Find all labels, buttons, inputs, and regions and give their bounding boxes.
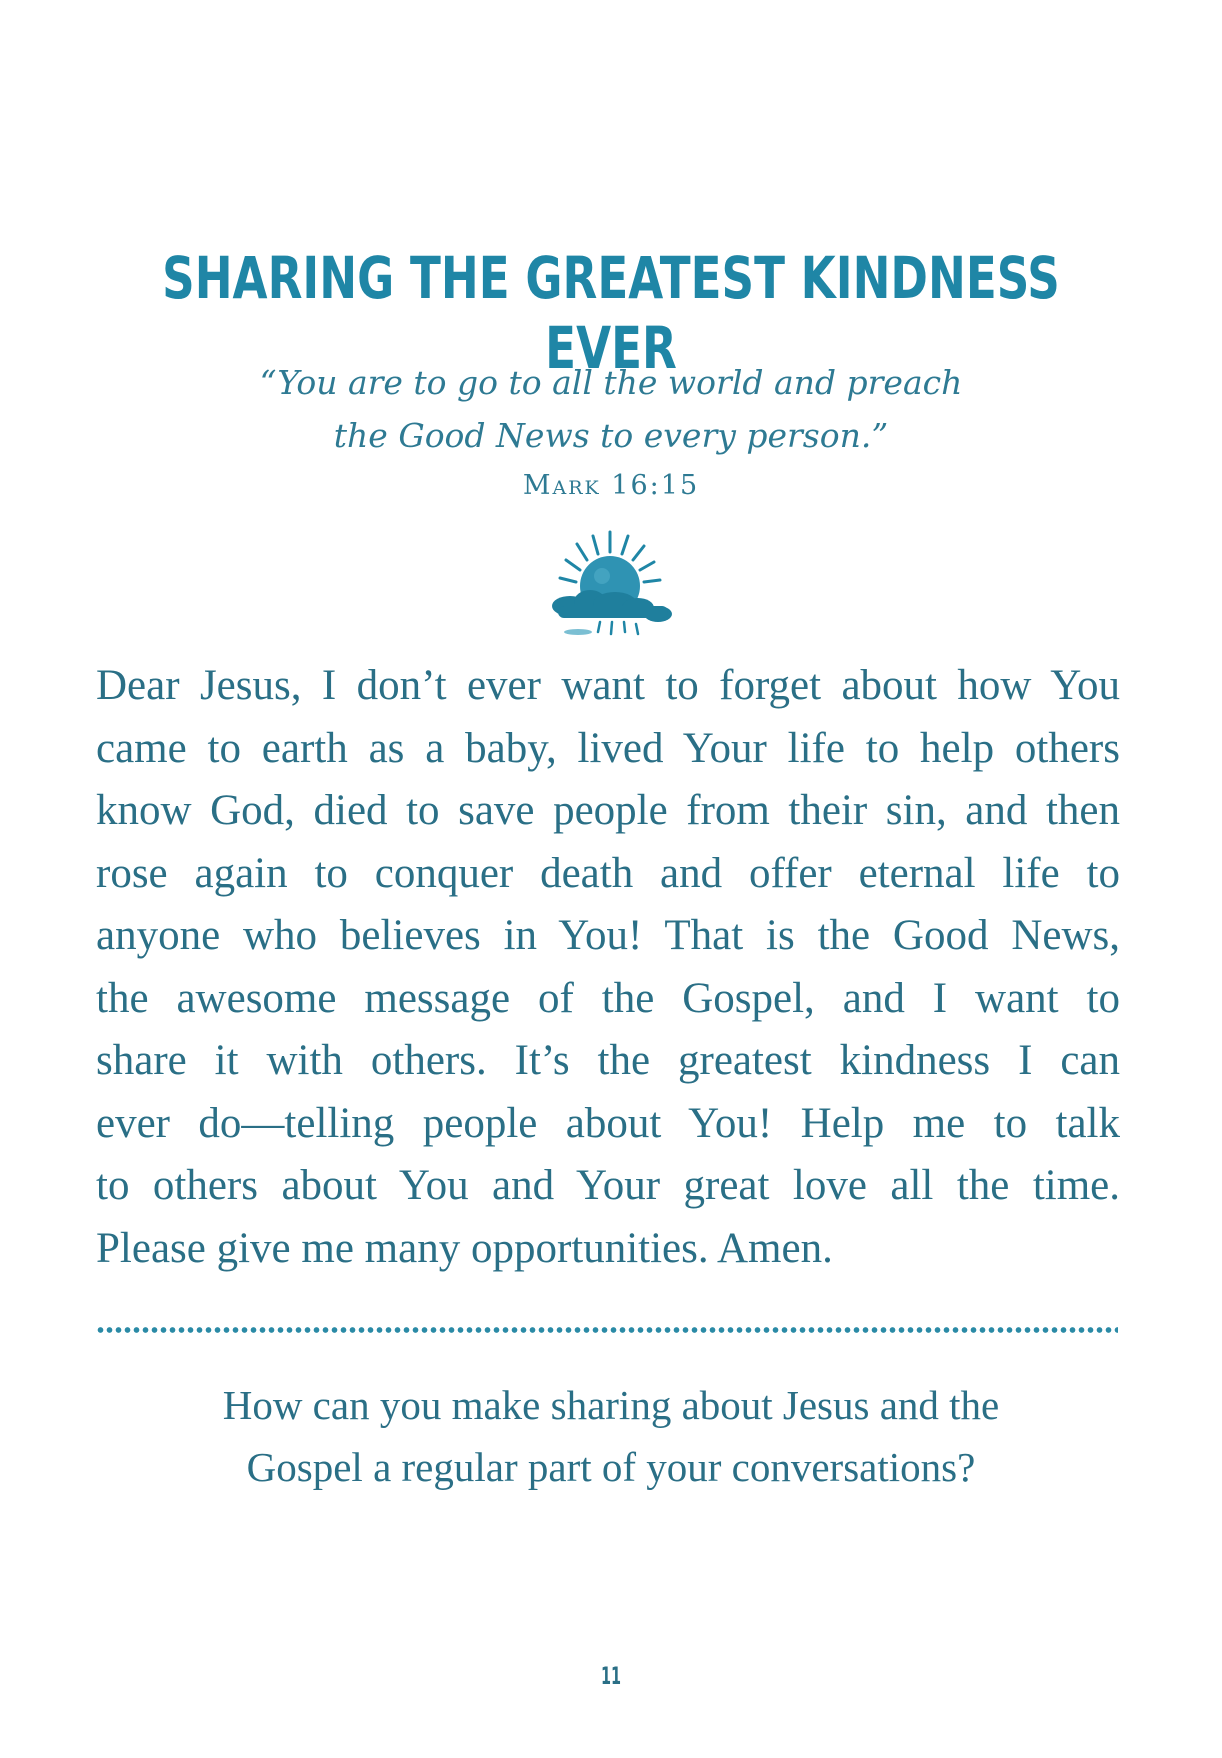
page-title: SHARING THE GREATEST KINDNESS EVER <box>162 244 1060 382</box>
sun-cloud-icon <box>540 524 680 642</box>
prayer-line: anyone who believes in You! That is the Good News, <box>96 912 1120 959</box>
rain-drops <box>598 622 638 634</box>
scripture-quote <box>0 356 1222 462</box>
prayer-line: Dear Jesus, I don’t ever want to forget about how You <box>96 662 1120 709</box>
dotted-divider <box>96 1325 1118 1335</box>
scripture-quote-line-1: “You are to go to all the world and preach <box>259 363 963 402</box>
prayer-line: ever do—telling people about You! Help me to talk <box>96 1099 1120 1147</box>
scripture-reference <box>0 470 1222 501</box>
prayer-line: share it with others. It’s the greatest kindness I can <box>96 1037 1120 1084</box>
scripture-reference-text: Mark 16:15 <box>522 470 700 501</box>
ground-shadow <box>564 629 592 635</box>
cloud-shape <box>552 590 672 622</box>
reflection-question <box>0 1374 1222 1498</box>
prayer-line: Please give me many opportunities. Amen. <box>96 1224 833 1272</box>
prayer-line: to others about You and Your great love all the time. <box>96 1162 1120 1209</box>
reflection-question-line-1: How can you make sharing about Jesus and the <box>222 1382 1000 1428</box>
prayer-line: came to earth as a baby, lived Your life to help others <box>96 724 1120 772</box>
prayer-line: rose again to conquer death and offer eternal life to <box>96 849 1120 897</box>
scripture-quote-line-2: the Good News to every person.” <box>333 416 889 455</box>
prayer-text <box>96 655 1120 1280</box>
prayer-line: know God, died to save people from their sin, and then <box>96 787 1120 834</box>
page-number: 11 <box>600 1662 622 1690</box>
reflection-question-line-2: Gospel a regular part of your conversations? <box>246 1444 976 1490</box>
prayer-line: the awesome message of the Gospel, and I want to <box>96 974 1120 1022</box>
